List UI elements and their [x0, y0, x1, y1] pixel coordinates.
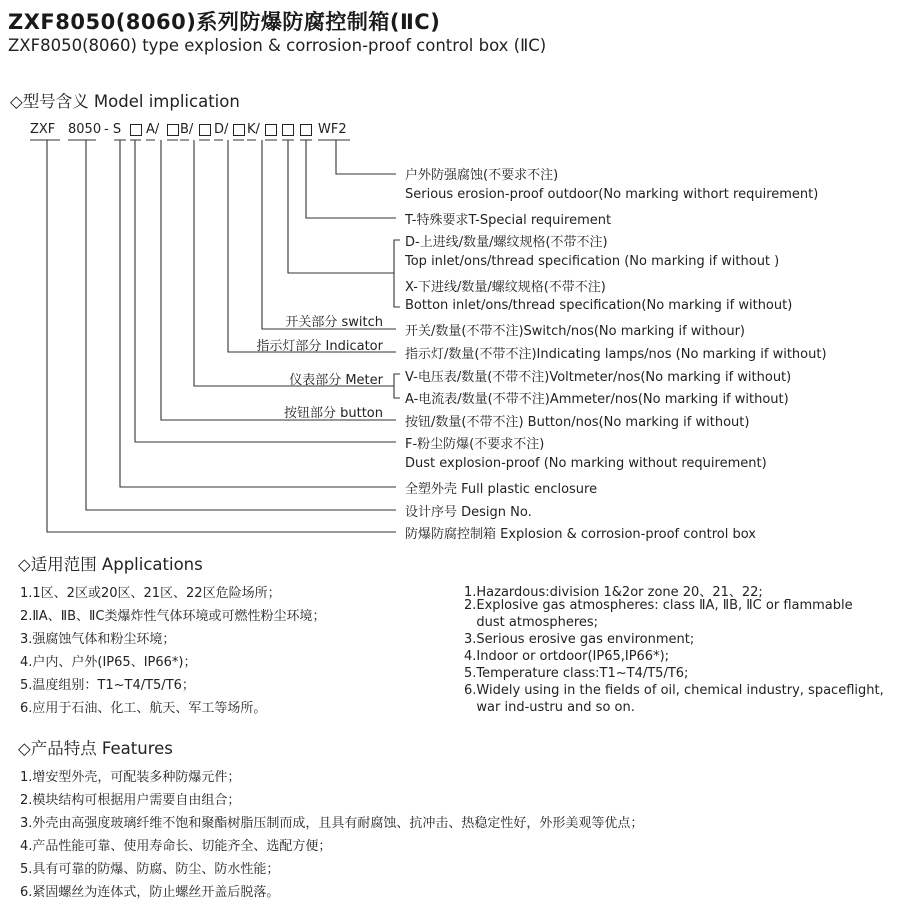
app-en-item: 3.Serious erosive gas environment; [464, 632, 695, 647]
applications-heading: ◇适用范围 Applications [18, 555, 203, 574]
desc-item: 全塑外壳 Full plastic enclosure [405, 482, 598, 497]
page-subtitle: ZXF8050(8060) type explosion & corrosion-proof control box (ⅡC) [8, 36, 547, 55]
app-en-item: 4.Indoor or ortdoor(IP65,IP66*); [464, 649, 670, 664]
feature-item: 1.增安型外壳，可配装多种防爆元件； [20, 770, 241, 785]
desc-item: 指示灯/数量(不带不注)Indicating lamps/nos (No marking if without) [405, 347, 827, 362]
desc-item: 防爆防腐控制箱 Explosion & corrosion-proof control box [405, 527, 756, 542]
app-cn-item: 2.ⅡA、ⅡB、ⅡC类爆炸性气体环境或可燃性粉尘环境； [20, 609, 326, 624]
desc-item: X-下进线/数量/螺纹规格(不带不注) [405, 280, 606, 295]
page-title: ZXF8050(8060)系列防爆防腐控制箱(ⅡC) [8, 10, 441, 34]
desc-item: V-电压表/数量(不带不注)Voltmeter/nos(No marking if without) [405, 370, 792, 385]
app-cn-item: 5.温度组别：T1~T4/T5/T6； [20, 678, 195, 693]
desc-item: 户外防强腐蚀(不要求不注) [405, 168, 559, 183]
desc-item: A-电流表/数量(不带不注)Ammeter/nos(No marking if without) [405, 392, 789, 407]
label-indicator: 指示灯部分 Indicator [256, 339, 383, 354]
app-en-item: 2.Explosive gas atmospheres: class ⅡA, ⅡB, ⅡC or flammable [464, 598, 853, 613]
app-en-item: dust atmospheres; [464, 615, 599, 630]
desc-item: 设计序号 Design No. [405, 505, 532, 520]
feature-item: 2.模块结构可根据用户需要自由组合； [20, 793, 241, 808]
app-cn-item: 3.强腐蚀气体和粉尘环境； [20, 632, 176, 647]
code-part-s: - S [104, 122, 122, 137]
feature-item: 4.产品性能可靠、使用寿命长、切能齐全、选配方便； [20, 839, 332, 854]
feature-item: 5.具有可靠的防爆、防腐、防尘、防水性能； [20, 862, 280, 877]
app-cn-item: 4.户内、户外(IP65、IP66*)； [20, 655, 197, 670]
code-part-8050: 8050 [68, 122, 102, 137]
features-heading: ◇产品特点 Features [18, 739, 173, 758]
code-part-b: B/ [180, 122, 194, 137]
code-part-wf2: WF2 [318, 122, 347, 137]
desc-item: T-特殊要求T-Special requirement [405, 213, 612, 228]
code-part-a: A/ [146, 122, 160, 137]
feature-item: 3.外壳由高强度玻璃纤维不饱和聚酯树脂压制而成，且具有耐腐蚀、抗冲击、热稳定性好，外形美观等优点； [20, 816, 644, 831]
app-en-item: 5.Temperature class:T1~T4/T5/T6; [464, 666, 689, 681]
app-en-item: 6.Widely using in the fields of oil, chemical industry, spaceflight, [464, 683, 884, 698]
code-part-k: K/ [247, 122, 260, 137]
label-meter: 仪表部分 Meter [289, 373, 383, 388]
code-part-d: D/ [214, 122, 229, 137]
desc-item: 开关/数量(不带不注)Switch/nos(No marking if withour) [405, 324, 745, 339]
desc-item: Dust explosion-proof (No marking without requirement) [405, 456, 767, 471]
app-cn-item: 6.应用于石油、化工、航天、军工等场所。 [20, 701, 267, 716]
desc-item: 按钮/数量(不带不注) Button/nos(No marking if without) [405, 415, 750, 430]
app-cn-item: 1.1区、2区或20区、21区、22区危险场所； [20, 586, 281, 601]
app-en-item: 1.Hazardous:division 1&2or zone 20、21、22; [464, 585, 763, 600]
desc-item: Botton inlet/ons/thread specification(No marking if without) [405, 298, 793, 313]
label-switch: 开关部分 switch [285, 315, 383, 330]
desc-item: D-上进线/数量/螺纹规格(不带不注) [405, 235, 608, 250]
feature-item: 6.紧固螺丝为连体式，防止螺丝开盖后脱落。 [20, 885, 280, 900]
desc-item: Serious erosion-proof outdoor(No marking withort requirement) [405, 187, 819, 202]
code-part-zxf: ZXF [30, 122, 56, 137]
model-section-heading: ◇型号含义 Model implication [10, 92, 240, 111]
app-en-item: war ind-ustru and so on. [464, 700, 635, 715]
desc-item: Top inlet/ons/thread specification (No marking if without ) [405, 254, 780, 269]
desc-item: F-粉尘防爆(不要求不注) [405, 437, 545, 452]
label-button: 按钮部分 button [283, 406, 383, 421]
